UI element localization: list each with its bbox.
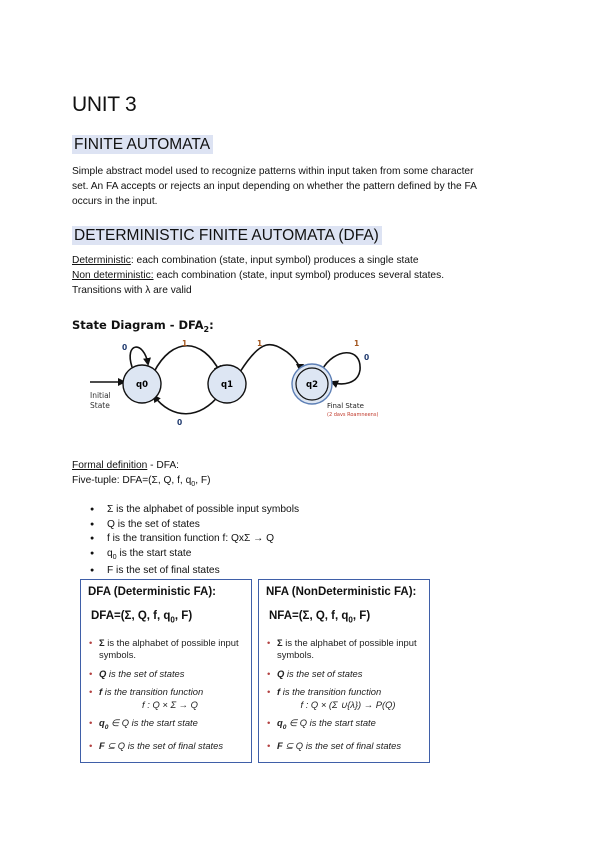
- loop-q2-right-label: 0: [364, 353, 370, 362]
- state-q1-label: q1: [221, 380, 233, 390]
- section-heading-finite-automata: FINITE AUTOMATA: [72, 136, 213, 154]
- diagram-title: State Diagram - $DFA_2$:: [72, 318, 214, 334]
- state-q2-label: q2: [306, 380, 318, 390]
- list-item: • Σ is the alphabet of possible input symbols.: [89, 637, 239, 661]
- list-item: ● F is the set of final states: [90, 564, 299, 579]
- list-item: • F ⊆ Q is the set of final states: [267, 740, 402, 752]
- dfa-definition-box: [80, 579, 252, 763]
- edge-q1-q0: [154, 394, 220, 414]
- list-item: ● f is the transition function f: QxΣ → Q: [90, 532, 299, 547]
- edge-q0-q1-label: 1: [182, 339, 188, 348]
- list-item: • f is the transition function f : Q × Σ → Q: [89, 686, 204, 710]
- fa-description: Simple abstract model used to recognize patterns within input taken from some character set. An FA accepts or rejects an input depending on whether the pattern defined by the FA occurs in the input.: [72, 166, 477, 207]
- nfa-box-list: [267, 637, 425, 759]
- list-item: • f is the transition function f : Q × (Σ ∪{λ}) → P(Q): [267, 686, 396, 710]
- initial-label-2: State: [90, 401, 110, 410]
- list-item: • Σ is the alphabet of possible input symbols.: [267, 637, 417, 661]
- list-item: ● $q_0$ is the start state: [90, 547, 299, 565]
- tuple-components-list: [90, 503, 299, 579]
- final-state-label: Final State: [327, 402, 364, 410]
- list-item: • $q_0$ ∈ Q is the start state: [267, 717, 376, 731]
- unit-title: UNIT 3: [72, 93, 137, 116]
- loop-q2-top-label: 1: [354, 339, 360, 348]
- nfa-box-title: NFA (NonDeterministic FA):: [266, 586, 417, 598]
- dfa-box-tuple: DFA=(Σ, Q, f, $q_0$, F): [91, 610, 193, 625]
- list-item: • F ⊆ Q is the set of final states: [89, 740, 224, 752]
- section-heading-dfa: DETERMINISTIC FINITE AUTOMATA (DFA): [72, 227, 382, 245]
- nfa-box-tuple: NFA=(Σ, Q, f, $q_0$, F): [269, 610, 371, 625]
- nfa-definition-box: [258, 579, 430, 763]
- edge-q1-q2: [240, 345, 300, 372]
- deterministic-line: Deterministic: each combination (state, input symbol) produces a single state: [72, 255, 419, 266]
- final-state-sublabel: (2 davs Roamneens): [327, 412, 379, 418]
- list-item: ● Q is the set of states: [90, 518, 299, 533]
- edge-q1-q2-label: 1: [257, 339, 263, 348]
- loop-q0: [130, 347, 148, 367]
- loop-q0-label: 0: [122, 343, 128, 352]
- list-item: ● Σ is the alphabet of possible input symbols: [90, 503, 299, 518]
- dfa-box-list: [89, 637, 247, 759]
- dfa-box-title: DFA (Deterministic FA):: [88, 586, 217, 598]
- list-item: • Q is the set of states: [267, 667, 363, 679]
- formal-definition: Formal definition - DFA: Five-tuple: DFA=(Σ, Q, f, $q_0$, F): [72, 458, 211, 492]
- nondeterministic-line: Non deterministic: each combination (state, input symbol) produces several states.: [72, 270, 445, 281]
- initial-label: Initial: [90, 391, 111, 400]
- list-item: • Q is the set of states: [89, 667, 185, 679]
- five-tuple-line: Five-tuple: DFA=(Σ, Q, f, $q_0$, F): [72, 475, 211, 489]
- edge-q0-q1: [154, 346, 220, 372]
- list-item: • $q_0$ ∈ Q is the start state: [89, 717, 198, 731]
- lambda-line: Transitions with λ are valid: [72, 285, 192, 296]
- state-diagram: [72, 312, 402, 427]
- state-q0-label: q0: [136, 380, 148, 390]
- dfa-description: [72, 253, 542, 298]
- edge-q1-q0-label: 0: [177, 418, 183, 427]
